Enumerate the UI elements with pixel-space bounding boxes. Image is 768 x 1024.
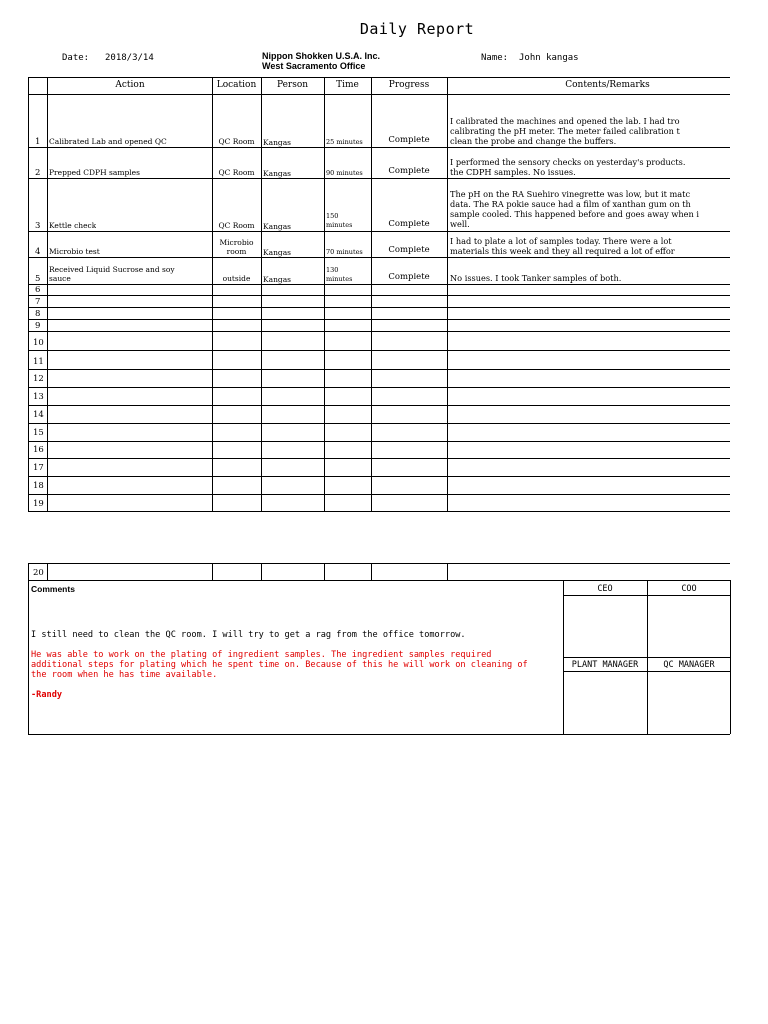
page-title: Daily Report [359, 20, 475, 38]
col-header-action: Action [115, 80, 145, 90]
row-person: Kangas [263, 169, 292, 178]
row-number: 17 [33, 463, 44, 473]
comment-red-line: the room when he has time available. [31, 670, 218, 680]
row-location: outside [222, 274, 251, 283]
row-number: 1 [35, 137, 41, 147]
row-number: 11 [33, 357, 44, 367]
grid-line [28, 77, 730, 78]
comment-red-line: additional steps for plating which he spent time on. Because of this he will work on cleaning of [31, 660, 528, 670]
grid-line [28, 257, 730, 258]
row-remark-line: well. [450, 219, 470, 229]
row-location: room [226, 247, 247, 256]
row-remark-line: calibrating the pH meter. The meter failed calibration t [450, 126, 680, 136]
grid-line [563, 595, 730, 596]
row-remark-line: No issues. I took Tanker samples of both. [450, 273, 622, 283]
col-header-progress: Progress [388, 80, 430, 90]
row-remark-line: clean the probe and change the buffers. [450, 136, 617, 146]
row-time: 70 minutes [326, 248, 363, 256]
row-progress: Complete [388, 136, 430, 145]
grid-line [28, 295, 730, 296]
row-person: Kangas [263, 138, 292, 147]
grid-line [261, 563, 262, 580]
row-time: minutes [326, 221, 353, 229]
row-number: 9 [35, 321, 41, 331]
row-number: 15 [33, 428, 44, 438]
approval-ceo-label: CEO [597, 584, 613, 594]
row-number: 12 [33, 374, 44, 384]
col-header-person: Person [276, 80, 309, 90]
row-number: 10 [33, 338, 44, 348]
col-header-location: Location [216, 80, 257, 90]
row-action: Calibrated Lab and opened QC [49, 137, 167, 146]
comment-signature: -Randy [31, 690, 63, 700]
grid-line [28, 405, 730, 406]
grid-line [28, 734, 730, 735]
name-value: John kangas [519, 53, 579, 63]
grid-line [28, 231, 730, 232]
row-remark-line: I had to plate a lot of samples today. There were a lot [450, 236, 672, 246]
company-name: Nippon Shokken U.S.A. Inc. [262, 51, 381, 61]
grid-line [28, 284, 730, 285]
row-progress: Complete [388, 167, 430, 176]
row-number: 16 [33, 445, 44, 455]
grid-line [28, 350, 730, 351]
row-number: 4 [35, 247, 41, 257]
grid-line [447, 563, 448, 580]
comment-red-line: He was able to work on the plating of ingredient samples. The ingredient samples required [31, 650, 492, 660]
grid-line [28, 511, 730, 512]
grid-line [28, 423, 730, 424]
row-number: 19 [33, 499, 44, 509]
approval-coo-label: COO [681, 584, 697, 594]
grid-line [28, 94, 730, 95]
row-remark-line: I performed the sensory checks on yesterday's products. [450, 157, 686, 167]
row-number: 3 [35, 221, 41, 231]
grid-line [28, 331, 730, 332]
name-label: Name: [481, 53, 509, 63]
grid-line [28, 147, 730, 148]
comments-label: Comments [31, 584, 75, 594]
row-remark-line: I calibrated the machines and opened the lab. I had tro [450, 116, 680, 126]
row-remark-line: The pH on the RA Suehiro vinegrette was low, but it matc [450, 189, 691, 199]
row-location: QC Room [218, 221, 255, 230]
approval-plant-manager-label: PLANT MANAGER [571, 660, 639, 670]
grid-line [28, 387, 730, 388]
grid-line [563, 671, 730, 672]
grid-line [261, 77, 262, 511]
row-number: 14 [33, 410, 44, 420]
row-person: Kangas [263, 248, 292, 257]
grid-line [28, 476, 730, 477]
comment-text: I still need to clean the QC room. I will try to get a rag from the office tomorrow. [31, 630, 466, 640]
row-person: Kangas [263, 222, 292, 231]
date-label: Date: [62, 53, 90, 63]
row-action: Microbio test [49, 247, 100, 256]
grid-line [28, 563, 29, 580]
row-remark-line: the CDPH samples. No issues. [450, 167, 576, 177]
row-progress: Complete [388, 220, 430, 229]
grid-line [28, 319, 730, 320]
row-number: 6 [35, 285, 41, 295]
row-number: 13 [33, 392, 44, 402]
row-progress: Complete [388, 273, 430, 282]
col-header-time: Time [336, 80, 359, 90]
row-number: 18 [33, 481, 44, 491]
company-office: West Sacramento Office [262, 61, 366, 71]
row-number: 8 [35, 309, 41, 319]
grid-line [28, 441, 730, 442]
grid-line [212, 563, 213, 580]
grid-line [447, 77, 448, 511]
grid-line [371, 563, 372, 580]
row-number: 20 [33, 568, 44, 578]
row-number: 2 [35, 168, 41, 178]
approval-qc-manager-label: QC MANAGER [663, 660, 715, 670]
row-location: QC Room [218, 137, 255, 146]
grid-line [28, 563, 730, 564]
col-header-remarks: Contents/Remarks [565, 80, 650, 90]
grid-line [324, 77, 325, 511]
row-number: 7 [35, 297, 41, 307]
grid-line [28, 369, 730, 370]
row-time: minutes [326, 275, 353, 283]
row-person: Kangas [263, 275, 292, 284]
row-action: Received Liquid Sucrose and soy [49, 265, 175, 274]
grid-line [28, 77, 29, 511]
grid-line [28, 458, 730, 459]
row-time: 150 [326, 212, 339, 220]
row-time: 130 [326, 266, 339, 274]
grid-line [563, 657, 730, 658]
row-location: QC Room [218, 168, 255, 177]
row-progress: Complete [388, 246, 430, 255]
row-remark-line: materials this week and they all required a lot of effor [450, 246, 675, 256]
date-value: 2018/3/14 [105, 53, 154, 63]
grid-line [47, 77, 48, 511]
row-time: 90 minutes [326, 169, 363, 177]
row-action: sauce [49, 274, 71, 283]
row-remark-line: sample cooled. This happened before and goes away when i [450, 209, 699, 219]
grid-line [730, 580, 731, 734]
row-action: Prepped CDPH samples [49, 168, 140, 177]
row-location: Microbio [219, 238, 254, 247]
grid-line [28, 580, 730, 581]
grid-line [324, 563, 325, 580]
grid-line [28, 580, 29, 734]
grid-line [47, 563, 48, 580]
row-remark-line: data. The RA pokie sauce had a film of xanthan gum on th [450, 199, 691, 209]
row-number: 5 [35, 274, 41, 284]
grid-line [28, 494, 730, 495]
grid-line [28, 178, 730, 179]
row-action: Kettle check [49, 221, 97, 230]
row-time: 25 minutes [326, 138, 363, 146]
grid-line [28, 307, 730, 308]
